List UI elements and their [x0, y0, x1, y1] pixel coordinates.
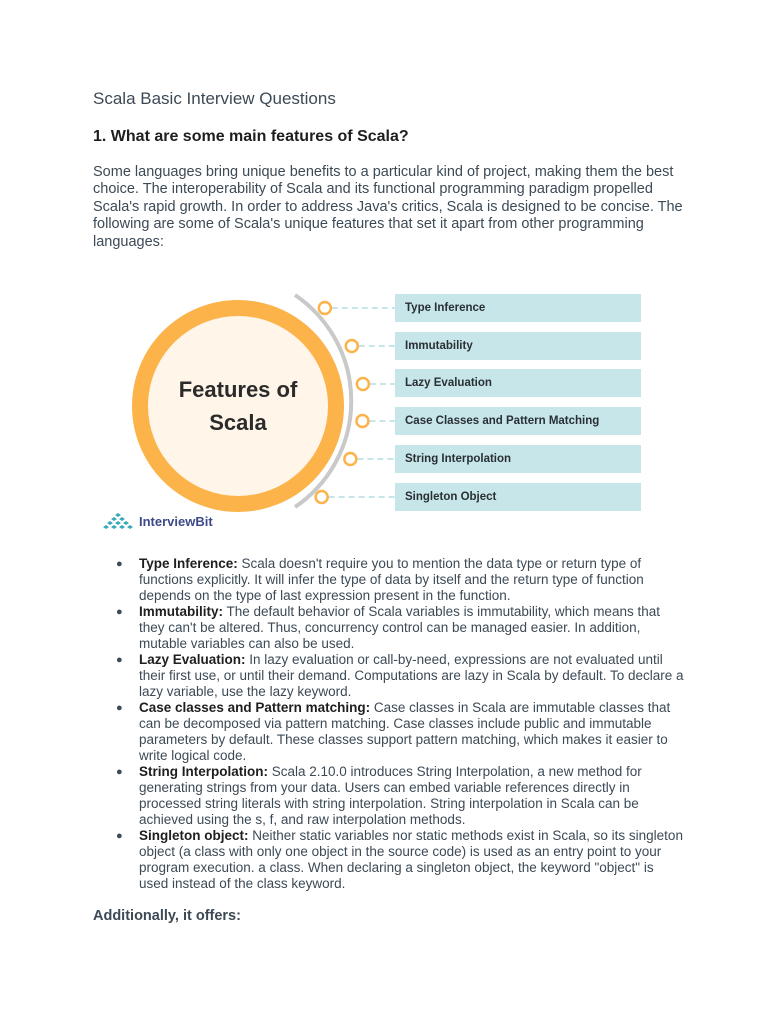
connector-dot: [346, 340, 358, 352]
list-item: [116, 764, 686, 828]
bullet-icon: ●: [116, 558, 123, 570]
list-item-term: Type Inference:: [139, 556, 238, 571]
list-item: [116, 652, 686, 700]
list-item-text: In lazy evaluation or call-by-need, expressions are not evaluated until their first use, or until their demand. Computations are lazy in Scala by default. To declare a lazy variable, use the lazy keyword.: [139, 652, 684, 699]
additionally-heading: Additionally, it offers:: [93, 908, 241, 924]
list-item: [116, 604, 686, 652]
logo-icon: [101, 513, 135, 531]
list-item-text: Case classes in Scala are immutable classes that can be decomposed via pattern matching. Case classes include public and immutable parameters by default. These classes support pattern matching, which makes it easier to write logical code.: [139, 700, 671, 763]
list-item-term: Lazy Evaluation:: [139, 652, 246, 667]
features-diagram: [95, 285, 655, 535]
list-item: [116, 556, 686, 604]
center-label: [135, 373, 341, 439]
bullet-icon: ●: [116, 830, 123, 842]
intro-paragraph: Some languages bring unique benefits to a particular kind of project, making them the best choice. The interoperability of Scala and its functional programming paradigm propelled Scala's rapid growth. In order to address Java's critics, Scala is designed to be concise. The following are some of Scala's unique features that set it apart from other programming languages:: [93, 164, 683, 250]
connector-dot: [356, 415, 368, 427]
list-item: [116, 700, 686, 764]
bullet-icon: ●: [116, 606, 123, 618]
list-item-term: Immutability:: [139, 604, 224, 619]
list-item-text: The default behavior of Scala variables is immutability, which means that they can't be altered. Thus, concurrency control can be managed easier. In addition, mutable variables can also be used.: [139, 604, 660, 651]
bullet-icon: ●: [116, 702, 123, 714]
connector-dot: [357, 378, 369, 390]
connector-dot: [316, 491, 328, 503]
bullet-icon: ●: [116, 766, 123, 778]
question-heading: 1. What are some main features of Scala?: [93, 128, 409, 145]
logo-text: InterviewBit: [139, 514, 213, 529]
feature-box-case-classes: Case Classes and Pattern Matching: [395, 407, 641, 435]
list-item-text: Neither static variables nor static methods exist in Scala, so its singleton object (a class with only one object in the source code) is used as an entry point to your program execution. a class. When declaring a singleton object, the keyword "object" is used instead of the class keyword.: [139, 828, 683, 891]
list-item-term: Case classes and Pattern matching:: [139, 700, 371, 715]
feature-box-string-interpolation: String Interpolation: [395, 445, 641, 473]
list-item-term: Singleton object:: [139, 828, 249, 843]
interviewbit-logo: [101, 513, 221, 533]
connector-dot: [344, 453, 356, 465]
feature-box-singleton-object: Singleton Object: [395, 483, 641, 511]
feature-box-type-inference: Type Inference: [395, 294, 641, 322]
list-item-term: String Interpolation:: [139, 764, 268, 779]
list-item: [116, 828, 686, 892]
features-list: [116, 556, 686, 892]
list-item-text: Scala doesn't require you to mention the data type or return type of functions explicitly. It will infer the type of data by itself and the return type of function depends on the type of last expression present in the function.: [139, 556, 644, 603]
connector-dot: [319, 302, 331, 314]
center-label-line1: Features of: [178, 377, 298, 402]
bullet-icon: ●: [116, 654, 123, 666]
document-title: Scala Basic Interview Questions: [93, 89, 336, 108]
center-label-line2: Scala: [209, 410, 267, 435]
feature-box-immutability: Immutability: [395, 332, 641, 360]
list-item-text: Scala 2.10.0 introduces String Interpolation, a new method for generating strings from your data. Users can embed variable references directly in processed string literals with string interpolation. String interpolation in Scala can be achieved using the s, f, and raw interpolation methods.: [139, 764, 642, 827]
feature-box-lazy-evaluation: Lazy Evaluation: [395, 369, 641, 397]
